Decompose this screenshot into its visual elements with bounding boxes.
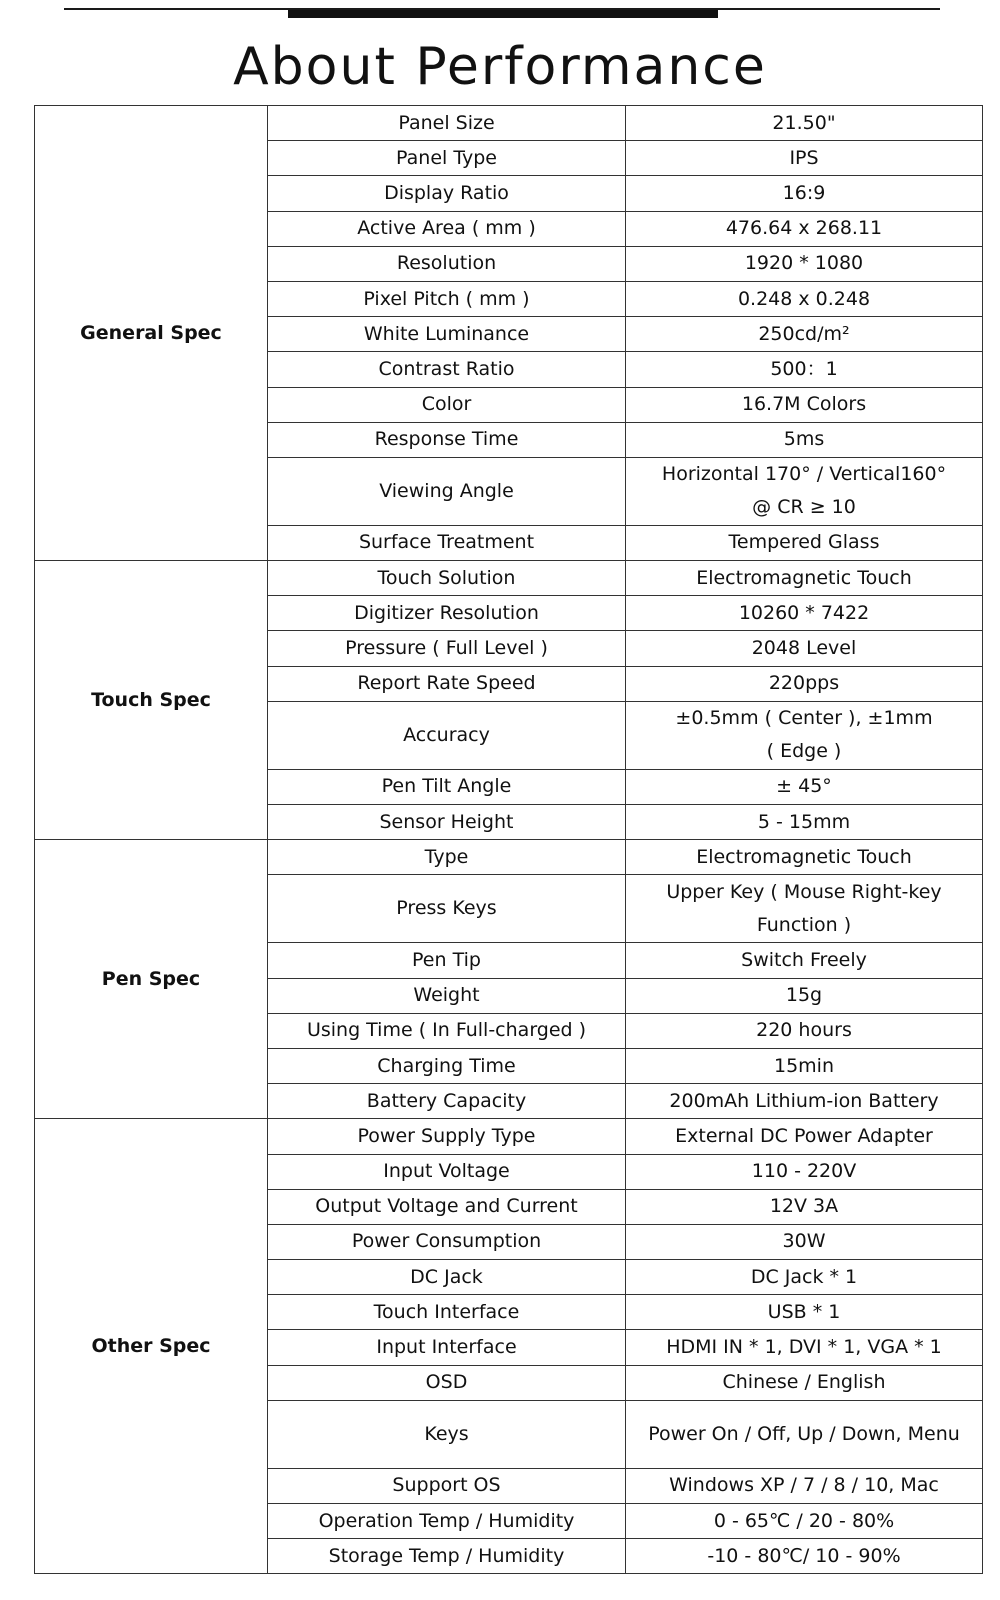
spec-label: Input Voltage — [268, 1154, 626, 1189]
spec-value: 500：1 — [626, 352, 983, 387]
spec-value: External DC Power Adapter — [626, 1119, 983, 1154]
spec-label: Pen Tip — [268, 943, 626, 978]
spec-value: 15min — [626, 1048, 983, 1083]
spec-value: 16:9 — [626, 176, 983, 211]
spec-value: 2048 Level — [626, 631, 983, 666]
spec-label: Contrast Ratio — [268, 352, 626, 387]
spec-label: Pen Tilt Angle — [268, 769, 626, 804]
spec-label: DC Jack — [268, 1260, 626, 1295]
spec-value: IPS — [626, 141, 983, 176]
spec-value: 12V 3A — [626, 1189, 983, 1224]
spec-value: ±0.5mm ( Center ), ±1mm ( Edge ) — [626, 701, 983, 769]
spec-value: 15g — [626, 978, 983, 1013]
spec-value: 1920 * 1080 — [626, 246, 983, 281]
spec-value: 0.248 x 0.248 — [626, 281, 983, 316]
spec-value: Electromagnetic Touch — [626, 840, 983, 875]
spec-label: Digitizer Resolution — [268, 596, 626, 631]
spec-group-name: Touch Spec — [35, 561, 268, 840]
spec-label: Charging Time — [268, 1048, 626, 1083]
spec-label: Display Ratio — [268, 176, 626, 211]
spec-label: Pressure ( Full Level ) — [268, 631, 626, 666]
spec-label: Accuracy — [268, 701, 626, 769]
table-row — [35, 840, 983, 875]
spec-value: 110 - 220V — [626, 1154, 983, 1189]
spec-label: Storage Temp / Humidity — [268, 1539, 626, 1574]
spec-value: 476.64 x 268.11 — [626, 211, 983, 246]
spec-value: Tempered Glass — [626, 525, 983, 560]
page-title: About Performance — [233, 37, 767, 97]
spec-value: 250cd/m² — [626, 317, 983, 352]
spec-value: Horizontal 170° / Vertical160° @ CR ≥ 10 — [626, 457, 983, 525]
table-row — [35, 1119, 983, 1154]
spec-label: Color — [268, 387, 626, 422]
spec-label: Weight — [268, 978, 626, 1013]
spec-label: White Luminance — [268, 317, 626, 352]
spec-value: Chinese / English — [626, 1365, 983, 1400]
spec-value: Upper Key ( Mouse Right-key Function ) — [626, 875, 983, 943]
spec-table-body — [35, 106, 983, 1574]
spec-value: 5 - 15mm — [626, 805, 983, 840]
spec-group-name: Other Spec — [35, 1119, 268, 1574]
spec-label: Surface Treatment — [268, 525, 626, 560]
spec-value: 220pps — [626, 666, 983, 701]
spec-label: Resolution — [268, 246, 626, 281]
spec-label: Battery Capacity — [268, 1084, 626, 1119]
spec-label: Using Time ( In Full-charged ) — [268, 1013, 626, 1048]
spec-label: Active Area ( mm ) — [268, 211, 626, 246]
spec-value: -10 - 80℃/ 10 - 90% — [626, 1539, 983, 1574]
spec-label: Response Time — [268, 422, 626, 457]
top-accent-bar — [288, 10, 718, 18]
spec-label: Panel Size — [268, 106, 626, 141]
spec-value: 5ms — [626, 422, 983, 457]
table-row — [35, 561, 983, 596]
spec-value: 21.50" — [626, 106, 983, 141]
spec-label: Sensor Height — [268, 805, 626, 840]
spec-group-name: Pen Spec — [35, 840, 268, 1119]
spec-label: Report Rate Speed — [268, 666, 626, 701]
spec-value: Electromagnetic Touch — [626, 561, 983, 596]
spec-table — [34, 105, 983, 1574]
spec-value: Switch Freely — [626, 943, 983, 978]
spec-label: Viewing Angle — [268, 457, 626, 525]
spec-label: Operation Temp / Humidity — [268, 1504, 626, 1539]
spec-label: Support OS — [268, 1468, 626, 1503]
spec-label: Press Keys — [268, 875, 626, 943]
spec-value: ± 45° — [626, 769, 983, 804]
spec-value: 10260 * 7422 — [626, 596, 983, 631]
spec-group-name: General Spec — [35, 106, 268, 561]
spec-label: Panel Type — [268, 141, 626, 176]
spec-value: HDMI IN * 1, DVI * 1, VGA * 1 — [626, 1330, 983, 1365]
spec-label: Power Supply Type — [268, 1119, 626, 1154]
spec-label: Touch Solution — [268, 561, 626, 596]
spec-value: USB * 1 — [626, 1295, 983, 1330]
spec-value: DC Jack * 1 — [626, 1260, 983, 1295]
spec-label: Power Consumption — [268, 1224, 626, 1259]
spec-label: Output Voltage and Current — [268, 1189, 626, 1224]
spec-label: Touch Interface — [268, 1295, 626, 1330]
spec-value: 30W — [626, 1224, 983, 1259]
spec-label: Input Interface — [268, 1330, 626, 1365]
spec-label: Keys — [268, 1400, 626, 1468]
spec-label: OSD — [268, 1365, 626, 1400]
table-row — [35, 106, 983, 141]
spec-value: Power On / Off, Up / Down, Menu — [626, 1400, 983, 1468]
spec-label: Type — [268, 840, 626, 875]
spec-label: Pixel Pitch ( mm ) — [268, 281, 626, 316]
spec-value: 220 hours — [626, 1013, 983, 1048]
spec-value: 16.7M Colors — [626, 387, 983, 422]
spec-value: 0 - 65℃ / 20 - 80% — [626, 1504, 983, 1539]
spec-value: Windows XP / 7 / 8 / 10, Mac — [626, 1468, 983, 1503]
spec-value: 200mAh Lithium-ion Battery — [626, 1084, 983, 1119]
